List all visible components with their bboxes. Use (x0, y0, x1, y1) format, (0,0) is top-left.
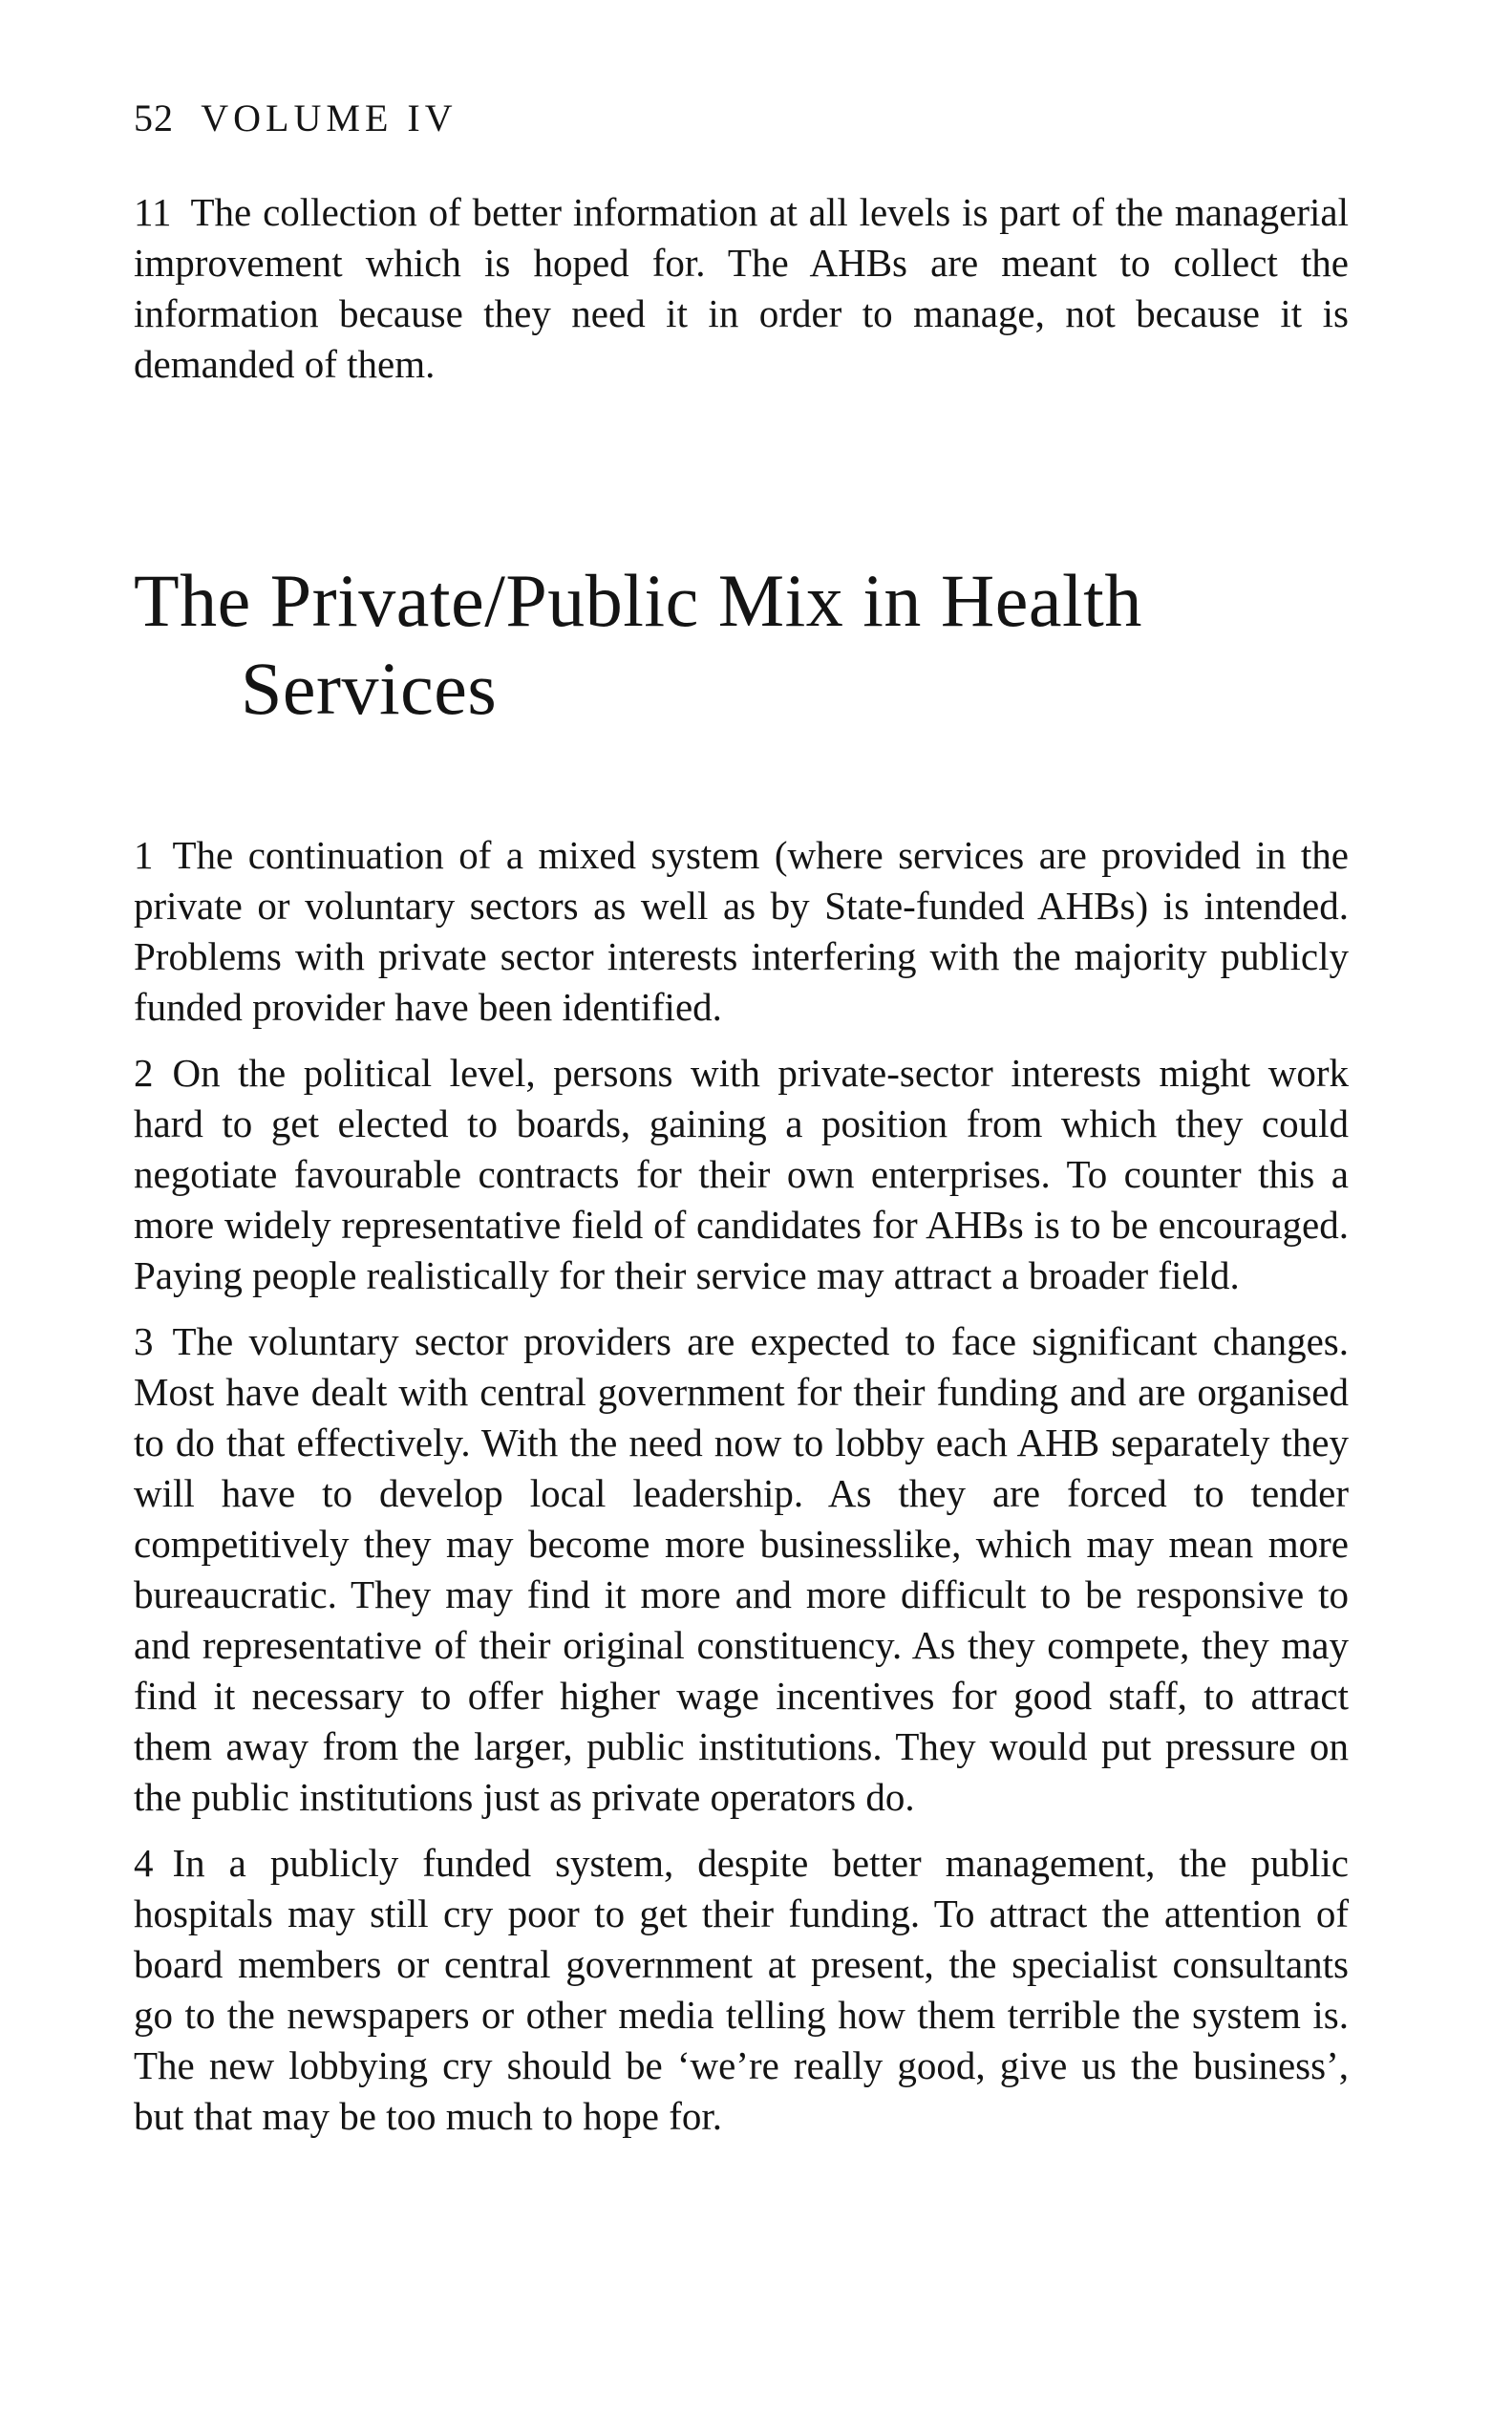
paragraph-text: The continuation of a mixed system (where services are provided in the private or voluntary sectors as well as by State-funded AHBs) is intended. Problems with private sector interests interfering with the majority publicly funded provider have been identified. (134, 833, 1349, 1029)
section-title: The Private/Public Mix in Health Services (134, 559, 1142, 730)
intro-paragraph (134, 187, 1349, 390)
paragraph-number: 1 (134, 833, 154, 877)
paragraph-text: On the political level, persons with private-sector interests might work hard to get elected to boards, gaining a position from which they could negotiate favourable contracts for their own enterprises. To counter this a more widely representative field of candidates for AHBs is to be encouraged. Paying people realistically for their service may attract a broader field. (134, 1051, 1349, 1297)
paragraph-number: 2 (134, 1051, 154, 1095)
paragraph-number: 11 (134, 190, 172, 234)
book-page (134, 96, 1349, 2142)
paragraph-text: The voluntary sector providers are expected to face significant changes. Most have dealt with central government for their funding and are organised to do that effectively. With the need now to lobby each AHB separately they will have to develop local leadership. As they are forced to tender competitively they may become more businesslike, which may mean more bureaucratic. They may find it more and more difficult to be responsive to and representative of their original constituency. As they compete, they may find it necessary to offer higher wage incentives for good staff, to attract them away from the larger, public institutions. They would put pressure on the public institutions just as private operators do. (134, 1319, 1349, 1819)
volume-label: VOLUME IV (201, 96, 458, 139)
section-paragraph-2 (134, 1048, 1349, 1301)
paragraph-number: 4 (134, 1841, 154, 1885)
section-paragraph-3 (134, 1316, 1349, 1823)
paragraph-text: The collection of better information at all levels is part of the managerial improvement which is hoped for. The AHBs are meant to collect the information because they need it in order to manage, not because it is demanded of them. (134, 190, 1349, 386)
section-paragraph-1 (134, 830, 1349, 1033)
page-number: 52 (134, 96, 174, 139)
paragraph-text: In a publicly funded system, despite better management, the public hospitals may still cry poor to get their funding. To attract the attention of board members or central government at present, the specialist consultants go to the newspapers or other media telling how them terrible the system is. The new lobbying cry should be ‘we’re really good, give us the business’, but that may be too much to hope for. (134, 1841, 1349, 2138)
paragraph-number: 3 (134, 1319, 154, 1363)
running-head (134, 96, 1349, 141)
section-paragraph-4 (134, 1838, 1349, 2142)
